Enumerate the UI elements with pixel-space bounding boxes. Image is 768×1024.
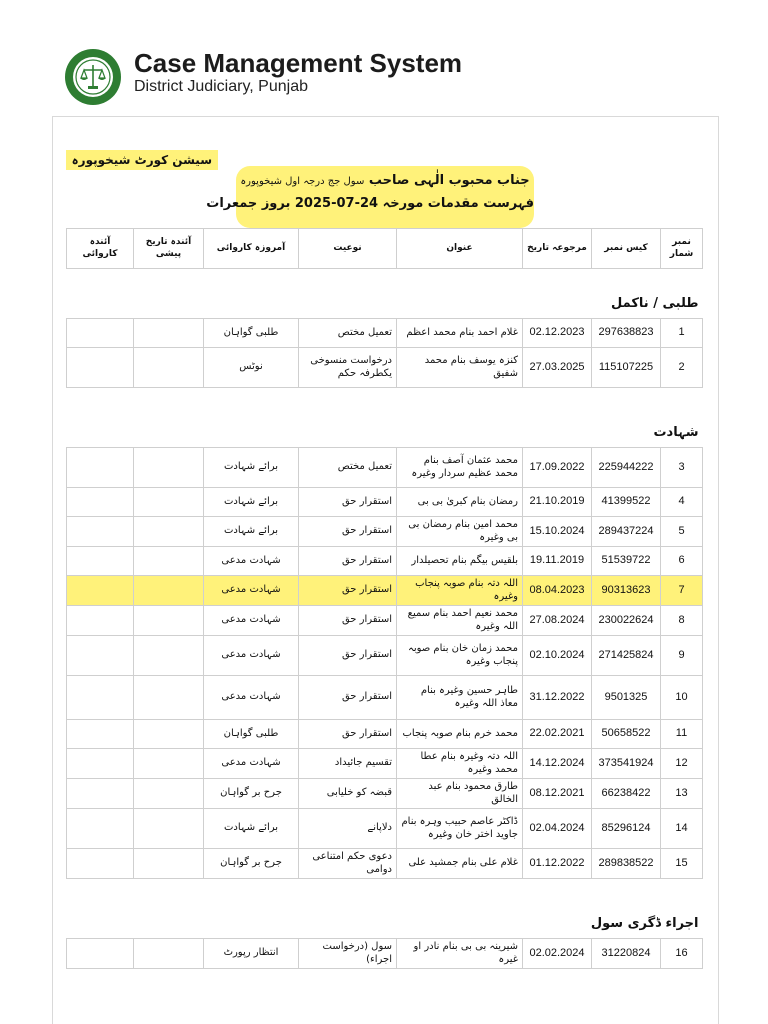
- next-proceeding-cell: [67, 809, 134, 849]
- table-row[interactable]: [67, 720, 703, 749]
- court-name: سیشن کورٹ شیخوپورہ: [66, 150, 218, 170]
- next-date-cell: [134, 319, 204, 348]
- case-number-cell: 50658522: [592, 720, 661, 749]
- table-row[interactable]: [67, 606, 703, 636]
- next-proceeding-cell: [67, 939, 134, 969]
- table-row[interactable]: [67, 319, 703, 348]
- case-nature-cell: استقرار حق: [299, 547, 397, 576]
- next-proceeding-cell: [67, 749, 134, 779]
- serial-cell: 14: [661, 809, 703, 849]
- case-title-cell: محمد خرم بنام صوبہ پنجاب: [397, 720, 523, 749]
- case-nature-cell: قبضہ کو خلیابی: [299, 779, 397, 809]
- cases-table-body: [67, 269, 703, 969]
- column-header: مرجوعہ تاریخ: [523, 229, 592, 269]
- table-row[interactable]: [67, 488, 703, 517]
- case-number-cell: 85296124: [592, 809, 661, 849]
- judge-designation: سول جج درجہ اول شیخوپورہ: [240, 176, 365, 187]
- column-header: نوعیت: [299, 229, 397, 269]
- table-row[interactable]: [67, 517, 703, 547]
- today-proceeding-cell: شہادت مدعی: [204, 547, 299, 576]
- case-nature-cell: استقرار حق: [299, 636, 397, 676]
- district-judiciary-logo-icon: [64, 48, 122, 106]
- case-nature-cell: سول (درخواست اجراء): [299, 939, 397, 969]
- section-title: شہادت: [67, 388, 703, 448]
- next-date-cell: [134, 517, 204, 547]
- referred-date-cell: 22.02.2021: [523, 720, 592, 749]
- table-row[interactable]: [67, 939, 703, 969]
- case-nature-cell: استقرار حق: [299, 517, 397, 547]
- case-number-cell: 9501325: [592, 676, 661, 720]
- referred-date-cell: 21.10.2019: [523, 488, 592, 517]
- section-row: [67, 388, 703, 448]
- next-date-cell: [134, 779, 204, 809]
- case-number-cell: 41399522: [592, 488, 661, 517]
- serial-cell: 8: [661, 606, 703, 636]
- case-title-cell: کنزہ یوسف بنام محمد شفیق: [397, 348, 523, 388]
- table-row[interactable]: [67, 809, 703, 849]
- serial-cell: 13: [661, 779, 703, 809]
- today-proceeding-cell: جرح بر گواہان: [204, 849, 299, 879]
- case-number-cell: 31220824: [592, 939, 661, 969]
- next-proceeding-cell: [67, 720, 134, 749]
- serial-cell: 12: [661, 749, 703, 779]
- serial-cell: 16: [661, 939, 703, 969]
- case-number-cell: 51539722: [592, 547, 661, 576]
- referred-date-cell: 02.10.2024: [523, 636, 592, 676]
- today-proceeding-cell: برائے شہادت: [204, 488, 299, 517]
- today-proceeding-cell: نوٹس: [204, 348, 299, 388]
- referred-date-cell: 02.12.2023: [523, 319, 592, 348]
- next-date-cell: [134, 720, 204, 749]
- case-nature-cell: استقرار حق: [299, 576, 397, 606]
- case-number-cell: 225944222: [592, 448, 661, 488]
- next-proceeding-cell: [67, 779, 134, 809]
- next-date-cell: [134, 488, 204, 517]
- next-date-cell: [134, 547, 204, 576]
- referred-date-cell: 15.10.2024: [523, 517, 592, 547]
- serial-cell: 1: [661, 319, 703, 348]
- case-number-cell: 373541924: [592, 749, 661, 779]
- serial-cell: 7: [661, 576, 703, 606]
- next-date-cell: [134, 809, 204, 849]
- column-header: عنوان: [397, 229, 523, 269]
- table-row[interactable]: [67, 779, 703, 809]
- case-nature-cell: تقسیم جائیداد: [299, 749, 397, 779]
- next-date-cell: [134, 606, 204, 636]
- serial-cell: 3: [661, 448, 703, 488]
- case-title-cell: محمد زمان خان بنام صوبہ پنجاب وغیرہ: [397, 636, 523, 676]
- next-proceeding-cell: [67, 606, 134, 636]
- today-proceeding-cell: برائے شہادت: [204, 809, 299, 849]
- serial-cell: 10: [661, 676, 703, 720]
- case-nature-cell: درخواست منسوخی یکطرفہ حکم: [299, 348, 397, 388]
- column-header: آئندہ کاروائی: [67, 229, 134, 269]
- column-header: کیس نمبر: [592, 229, 661, 269]
- next-date-cell: [134, 749, 204, 779]
- referred-date-cell: 19.11.2019: [523, 547, 592, 576]
- referred-date-cell: 02.02.2024: [523, 939, 592, 969]
- case-title-cell: ڈاکٹر عاصم حبیب وہرہ بنام جاوید اختر خان وغیرہ: [397, 809, 523, 849]
- table-row[interactable]: [67, 676, 703, 720]
- today-proceeding-cell: شہادت مدعی: [204, 636, 299, 676]
- serial-cell: 15: [661, 849, 703, 879]
- case-title-cell: غلام احمد بنام محمد اعظم: [397, 319, 523, 348]
- today-proceeding-cell: برائے شہادت: [204, 448, 299, 488]
- app-header: [64, 44, 764, 104]
- next-date-cell: [134, 676, 204, 720]
- next-proceeding-cell: [67, 517, 134, 547]
- referred-date-cell: 31.12.2022: [523, 676, 592, 720]
- serial-cell: 6: [661, 547, 703, 576]
- next-proceeding-cell: [67, 348, 134, 388]
- today-proceeding-cell: شہادت مدعی: [204, 576, 299, 606]
- case-nature-cell: دلاپانے: [299, 809, 397, 849]
- column-header: آئندہ تاریخ پیشی: [134, 229, 204, 269]
- table-row[interactable]: [67, 547, 703, 576]
- table-row[interactable]: [67, 576, 703, 606]
- case-title-cell: بلقیس بیگم بنام تحصیلدار: [397, 547, 523, 576]
- case-number-cell: 289838522: [592, 849, 661, 879]
- case-number-cell: 289437224: [592, 517, 661, 547]
- next-proceeding-cell: [67, 676, 134, 720]
- next-date-cell: [134, 576, 204, 606]
- next-date-cell: [134, 348, 204, 388]
- next-proceeding-cell: [67, 849, 134, 879]
- app-subtitle: District Judiciary, Punjab: [134, 78, 308, 95]
- judge-heading: [236, 173, 534, 188]
- case-title-cell: محمد نعیم احمد بنام سمیع اللہ وغیرہ: [397, 606, 523, 636]
- today-proceeding-cell: شہادت مدعی: [204, 676, 299, 720]
- serial-cell: 2: [661, 348, 703, 388]
- referred-date-cell: 08.04.2023: [523, 576, 592, 606]
- table-row[interactable]: [67, 636, 703, 676]
- section-title: طلبی / ناکمل: [67, 269, 703, 319]
- referred-date-cell: 01.12.2022: [523, 849, 592, 879]
- section-row: [67, 879, 703, 939]
- section-row: [67, 269, 703, 319]
- referred-date-cell: 08.12.2021: [523, 779, 592, 809]
- case-title-cell: غلام علی بنام جمشید علی: [397, 849, 523, 879]
- today-proceeding-cell: طلبی گواہان: [204, 319, 299, 348]
- next-date-cell: [134, 849, 204, 879]
- serial-cell: 11: [661, 720, 703, 749]
- case-title-cell: اللہ دتہ وغیرہ بنام عطا محمد وغیرہ: [397, 749, 523, 779]
- table-row[interactable]: [67, 749, 703, 779]
- case-title-cell: اللہ دتہ بنام صوبہ پنجاب وغیرہ: [397, 576, 523, 606]
- case-nature-cell: استقرار حق: [299, 720, 397, 749]
- case-nature-cell: استقرار حق: [299, 606, 397, 636]
- serial-cell: 5: [661, 517, 703, 547]
- cause-list-date: فہرست مقدمات مورخہ 24-07-2025 بروز جمعرات: [206, 196, 534, 211]
- case-nature-cell: تعمیل مختص: [299, 319, 397, 348]
- next-proceeding-cell: [67, 488, 134, 517]
- next-date-cell: [134, 448, 204, 488]
- next-proceeding-cell: [67, 547, 134, 576]
- case-number-cell: 271425824: [592, 636, 661, 676]
- today-proceeding-cell: جرح بر گواہان: [204, 779, 299, 809]
- case-number-cell: 115107225: [592, 348, 661, 388]
- referred-date-cell: 02.04.2024: [523, 809, 592, 849]
- referred-date-cell: 27.03.2025: [523, 348, 592, 388]
- case-title-cell: رمضان بنام کبریٰ بی بی: [397, 488, 523, 517]
- case-title-cell: طارق محمود بنام عبد الخالق: [397, 779, 523, 809]
- next-proceeding-cell: [67, 636, 134, 676]
- case-title-cell: محمد عثمان آصف بنام محمد عظیم سردار وغیرہ: [397, 448, 523, 488]
- case-title-cell: محمد امین بنام رمضان بی بی وغیرہ: [397, 517, 523, 547]
- case-title-cell: طاہر حسین وغیرہ بنام معاذ اللہ وغیرہ: [397, 676, 523, 720]
- next-date-cell: [134, 636, 204, 676]
- serial-cell: 9: [661, 636, 703, 676]
- column-header: نمبر شمار: [661, 229, 703, 269]
- judge-name: جناب محبوب الٰہی صاحب: [368, 173, 530, 188]
- case-number-cell: 297638823: [592, 319, 661, 348]
- section-title: اجراء ڈگری سول: [67, 879, 703, 939]
- table-header-row: [67, 229, 703, 269]
- column-header: آمروزہ کاروائی: [204, 229, 299, 269]
- table-row[interactable]: [67, 849, 703, 879]
- case-number-cell: 230022624: [592, 606, 661, 636]
- next-proceeding-cell: [67, 576, 134, 606]
- serial-cell: 4: [661, 488, 703, 517]
- case-nature-cell: استقرار حق: [299, 676, 397, 720]
- table-row[interactable]: [67, 348, 703, 388]
- case-nature-cell: استقرار حق: [299, 488, 397, 517]
- today-proceeding-cell: شہادت مدعی: [204, 606, 299, 636]
- case-nature-cell: دعوی حکم امتناعی دوامی: [299, 849, 397, 879]
- today-proceeding-cell: انتظار رپورٹ: [204, 939, 299, 969]
- cases-table: [66, 228, 703, 969]
- case-title-cell: شیرینہ بی بی بنام نادر او غیرہ: [397, 939, 523, 969]
- referred-date-cell: 27.08.2024: [523, 606, 592, 636]
- case-number-cell: 90313623: [592, 576, 661, 606]
- next-date-cell: [134, 939, 204, 969]
- today-proceeding-cell: طلبی گواہان: [204, 720, 299, 749]
- referred-date-cell: 14.12.2024: [523, 749, 592, 779]
- app-title: Case Management System: [134, 48, 463, 78]
- next-proceeding-cell: [67, 319, 134, 348]
- referred-date-cell: 17.09.2022: [523, 448, 592, 488]
- today-proceeding-cell: شہادت مدعی: [204, 749, 299, 779]
- next-proceeding-cell: [67, 448, 134, 488]
- case-number-cell: 66238422: [592, 779, 661, 809]
- today-proceeding-cell: برائے شہادت: [204, 517, 299, 547]
- case-nature-cell: تعمیل مختص: [299, 448, 397, 488]
- table-row[interactable]: [67, 448, 703, 488]
